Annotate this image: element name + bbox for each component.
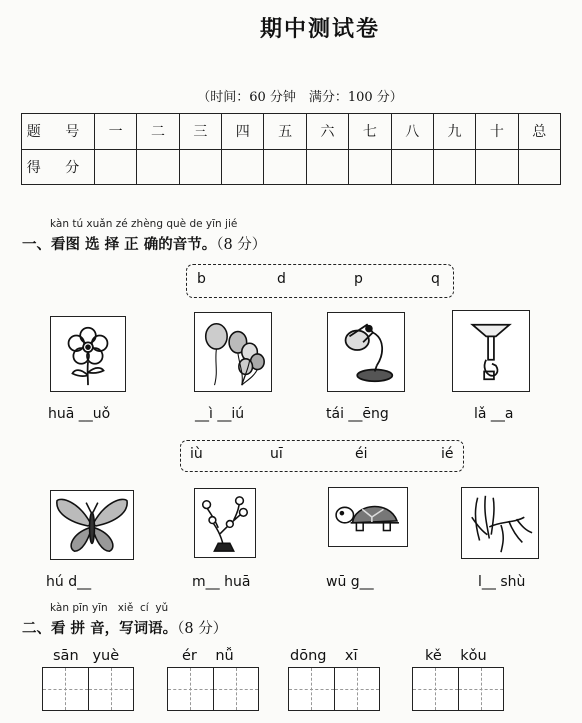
section2-points: （8 分） [177,621,228,637]
options-box-consonants [186,264,454,298]
option-item: éi [355,446,368,462]
section2-title [22,617,227,638]
score-table-col: 九 [433,114,475,150]
score-table-col: 八 [391,114,433,150]
option-item: p [354,271,363,287]
time-and-score-note: （时间：60 分钟 满分：100 分） [197,90,403,105]
word-pinyin: dōng xī [290,648,358,664]
score-table-col: 总 [518,114,560,150]
plum-blossom-icon [194,488,256,558]
answer-blank[interactable]: wū g__ [326,574,374,590]
writing-grid[interactable] [167,667,259,711]
score-table-col: 一 [95,114,137,150]
turtle-icon [328,487,408,547]
score-table-col: 七 [349,114,391,150]
score-table-col: 三 [179,114,221,150]
section2-pinyin: kàn pīn yīn xiě cí yǔ [50,602,169,614]
score-table-col: 十 [476,114,518,150]
lamp-icon [327,312,405,392]
score-table-col: 五 [264,114,306,150]
writing-grid[interactable] [412,667,504,711]
score-table [21,113,561,185]
answer-blank[interactable]: __ì __iú [195,406,245,422]
writing-grid[interactable] [42,667,134,711]
score-cell[interactable] [264,149,306,185]
page-title: 期中测试卷 [259,16,380,42]
score-cell[interactable] [518,149,560,185]
answer-blank[interactable]: m__ huā [192,574,251,590]
section1-pinyin: kàn tú xuǎn zé zhèng què de yīn jié [50,218,238,230]
score-cell[interactable] [433,149,475,185]
word-pinyin: kě kǒu [425,648,487,664]
flower-icon [50,316,126,392]
answer-blank[interactable]: tái __ēng [326,406,389,422]
answer-blank[interactable]: hú d__ [46,574,92,590]
section1-title-text: 一、看图 选 择 正 确的音节。 [22,236,217,253]
score-table-row-label: 题 号 [22,114,95,150]
section2-title-text: 二、看 拼 音，写词语。 [22,620,178,637]
word-pinyin: sān yuè [53,648,120,664]
word-pinyin: ér nǚ [182,648,234,664]
option-item: q [431,271,440,287]
score-cell[interactable] [222,149,264,185]
section1-title [22,233,266,254]
score-table-col: 六 [306,114,348,150]
score-table-header-row [22,114,561,150]
options-box-finals [180,440,464,472]
option-item: b [197,271,206,287]
score-cell[interactable] [476,149,518,185]
option-item: d [277,271,286,287]
writing-grid[interactable] [288,667,380,711]
score-cell[interactable] [391,149,433,185]
answer-blank[interactable]: lǎ __a [474,406,514,422]
score-cell[interactable] [306,149,348,185]
balloons-icon [194,312,272,392]
score-cell[interactable] [349,149,391,185]
butterfly-icon [50,490,134,560]
score-cell[interactable] [137,149,179,185]
score-cell[interactable] [95,149,137,185]
option-item: iù [190,446,203,462]
score-cell[interactable] [179,149,221,185]
score-table-col: 四 [222,114,264,150]
option-item: ié [441,446,454,462]
trumpet-icon [452,310,530,392]
option-item: uī [270,446,283,462]
answer-blank[interactable]: l__ shù [478,574,526,590]
answer-blank[interactable]: huā __uǒ [48,406,111,422]
score-table-row-label: 得 分 [22,149,95,185]
section1-points: （8 分） [216,237,267,253]
score-table-score-row [22,149,561,185]
score-table-col: 二 [137,114,179,150]
willow-tree-icon [461,487,539,559]
